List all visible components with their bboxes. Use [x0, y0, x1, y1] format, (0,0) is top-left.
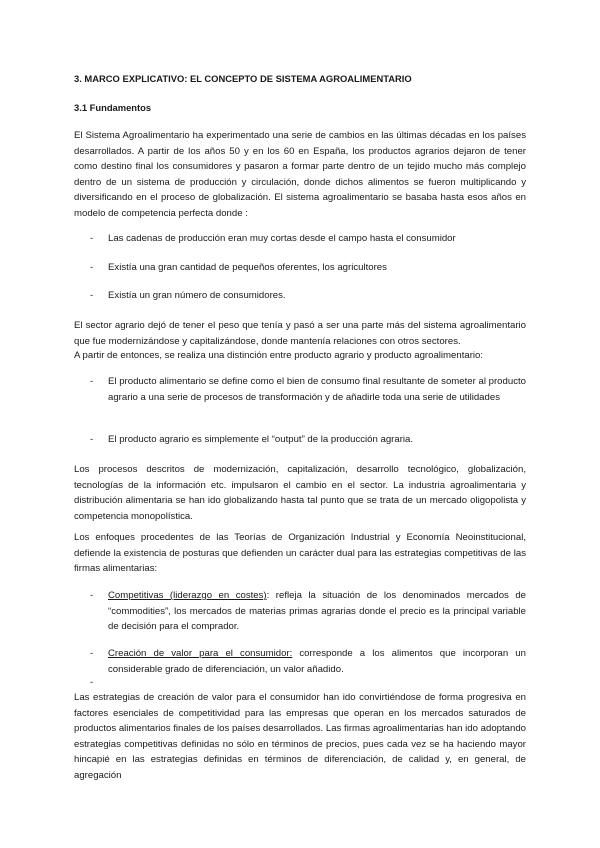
bullet-marker: - — [90, 262, 94, 273]
subsection-title: 3.1 Fundamentos — [74, 102, 152, 113]
paragraph-intro: El Sistema Agroalimentario ha experimentado una serie de cambios en las últimas décadas en los países desarrollados. A partir de los años 50 y en los 60 en España, los productos agrarios dejaron de tener como destino final los consumidores y pasaron a formar parte dentro de un tejido mucho más complejo dentro de un sistema de producción y circulación, donde dichos alimentos se fueron multiplicando y diversificando en el proceso de globalización. El sistema agroalimentario se basaba hasta esos años en modelo de competencia perfecta donde : — [74, 130, 526, 219]
list-item: El producto alimentario se define como el bien de consumo final resultante de someter al producto agrario a una serie de procesos de transformación y de añadirle toda una serie de utilidades — [108, 376, 526, 403]
list-item-value-creation — [108, 646, 526, 677]
bullet-marker: - — [90, 376, 94, 387]
bullet-marker: - — [90, 677, 94, 688]
list-item: Existía una gran cantidad de pequeños oferentes, los agricultores — [108, 262, 387, 273]
definition-value-creation: corresponde a los alimentos que incorporan un considerable grado de diferenciación, un valor añadido. — [108, 648, 526, 675]
list-item: El producto agrario es simplemente el “output” de la producción agraria. — [108, 434, 414, 445]
paragraph-distinction: A partir de entonces, se realiza una distinción entre producto agrario y producto agroalimentario: — [74, 350, 484, 361]
list-item-competitive — [108, 588, 526, 635]
bullet-marker: - — [90, 290, 94, 301]
term-value-creation: Creación de valor para el consumidor: — [108, 648, 293, 659]
section-title: 3. MARCO EXPLICATIVO: EL CONCEPTO DE SISTEMA AGROALIMENTARIO — [74, 73, 412, 84]
bullet-marker: - — [90, 434, 94, 445]
paragraph-sector: El sector agrario dejó de tener el peso que tenía y pasó a ser una parte más del sistema agroalimentario que fue modernizándose y capitalizándose, donde mantenía relaciones con otros sectores. — [74, 320, 526, 347]
bullet-marker: - — [90, 590, 94, 601]
bullet-marker: - — [90, 648, 94, 659]
list-item: Existía un gran número de consumidores. — [108, 290, 286, 301]
list-item: Las cadenas de producción eran muy cortas desde el campo hasta el consumidor — [108, 233, 456, 244]
term-competitive: Competitivas (liderazgo en costes) — [108, 590, 267, 601]
paragraph-theories: Los enfoques procedentes de las Teorías de Organización Industrial y Economía Neoinstitucional, defiende la existencia de posturas que defienden un carácter dual para las estrategias competitivas de las firmas alimentarias: — [74, 532, 526, 575]
bullet-marker: - — [90, 233, 94, 244]
paragraph-strategies: Las estrategias de creación de valor para el consumidor han ido convirtiéndose de forma progresiva en factores esenciales de competitividad para las empresas que operan en los mercados saturados de productos alimentarios finales de los países desarrollados. Las firmas agroalimentarias han ido adoptando estrategias competitivas definidas no sólo en términos de precios, pues cada vez se ha haciendo mayor hincapié en las estrategias definidas en términos de diferenciación, de calidad y, en general, de agregación — [74, 692, 526, 781]
definition-competitive: : refleja la situación de los denominados mercados de “commodities”, los mercados de materias primas agrarias donde el precio es la principal variable de decisión para el comprador. — [108, 590, 526, 633]
paragraph-processes: Los procesos descritos de modernización, capitalización, desarrollo tecnológico, globalización, tecnologías de la información etc. impulsaron el cambio en el sector. La industria agroalimentaria y distribución alimentaria se han ido globalizando hasta tal punto que se trata de un mercado oligopolista y competencia monopolística. — [74, 464, 526, 522]
